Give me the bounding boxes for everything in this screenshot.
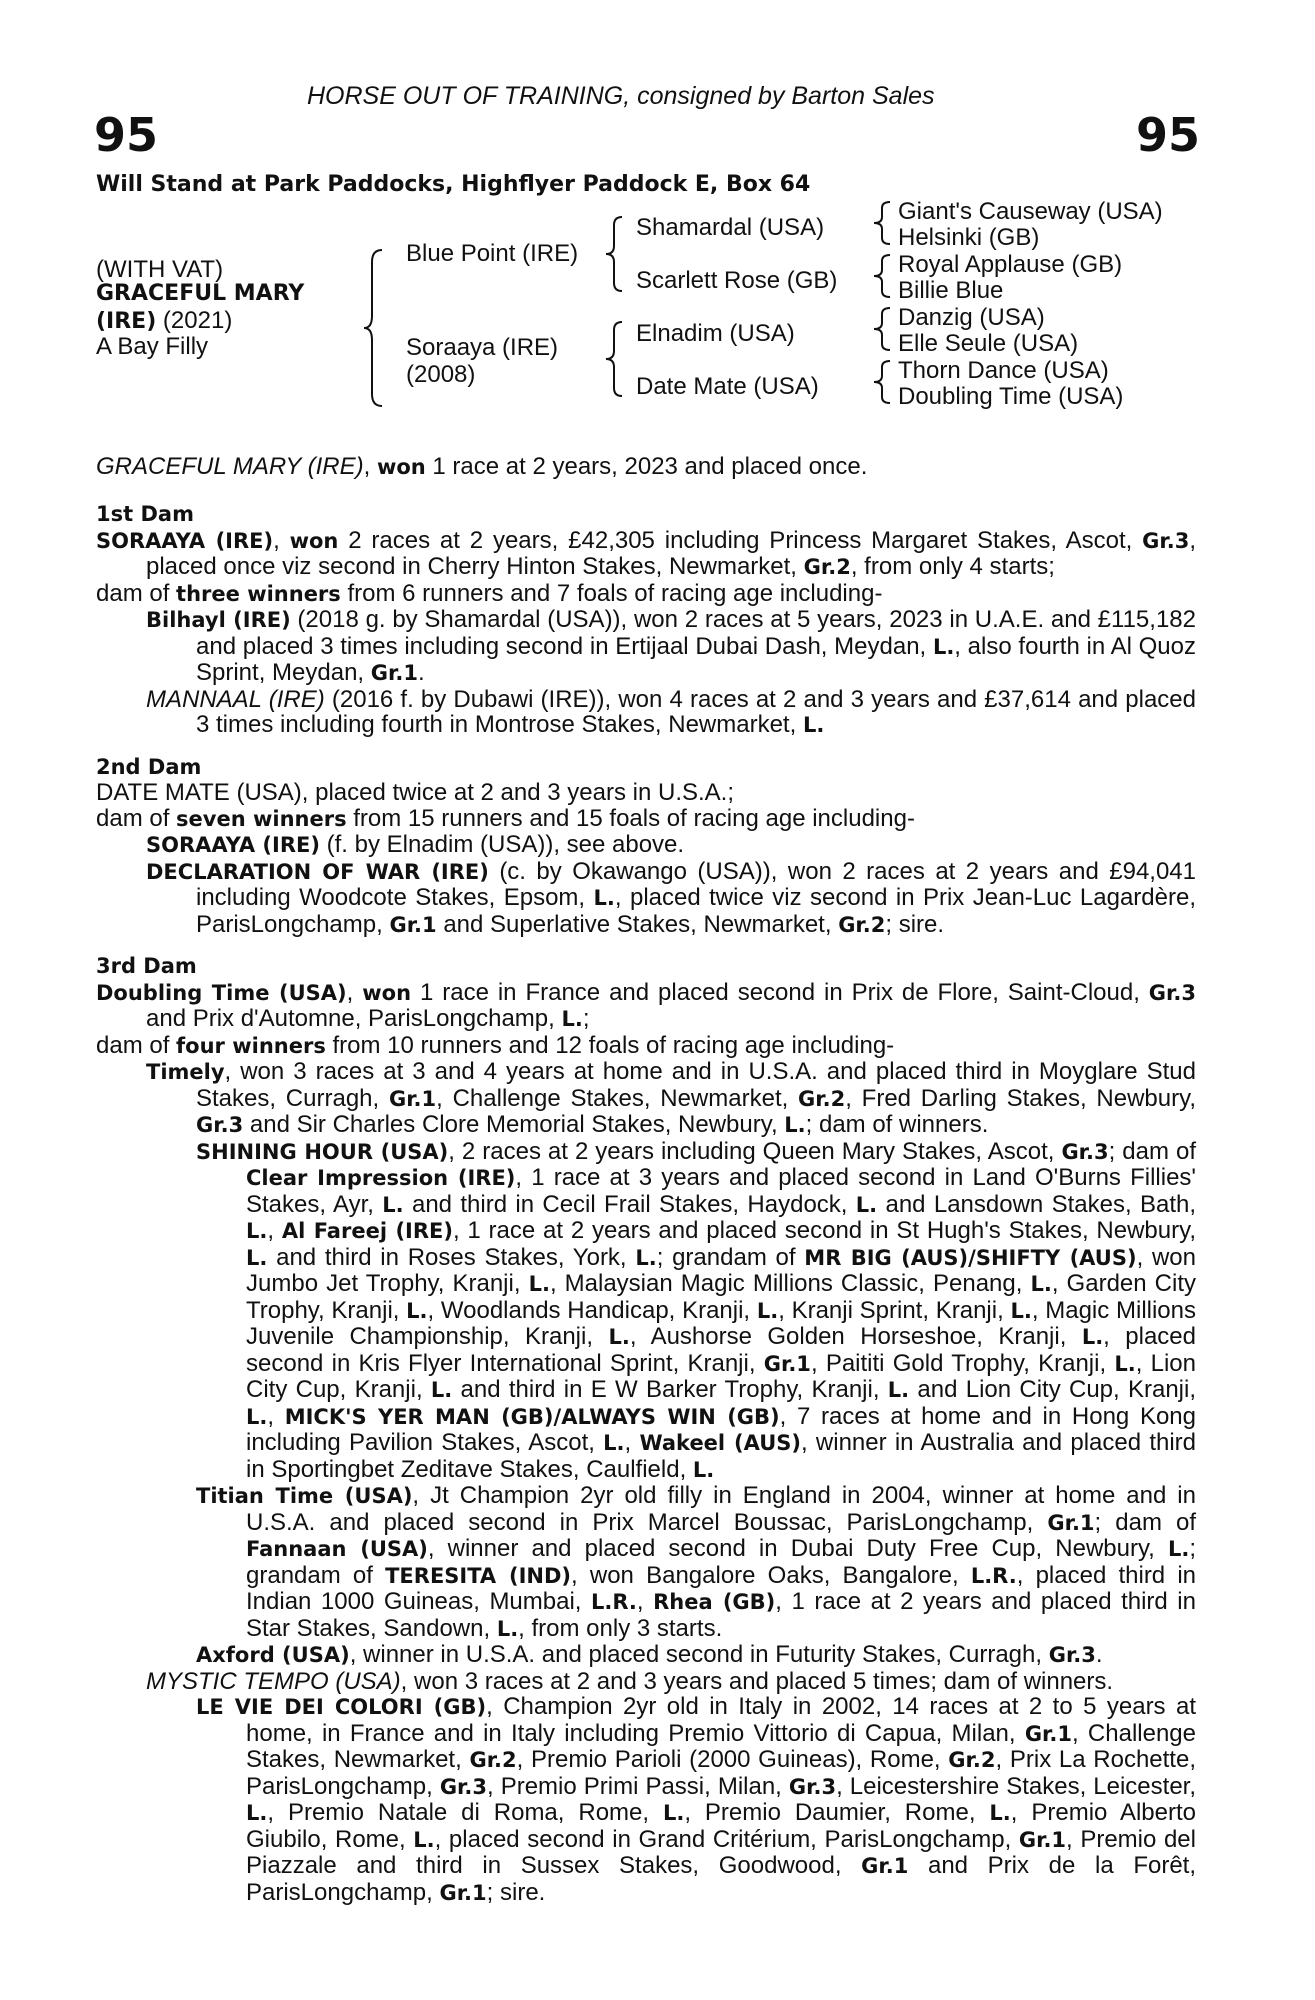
text-run: dam of [96,1031,177,1059]
bold-text-run: MR BIG (AUS)/SHIFTY (AUS) [804,1245,1137,1270]
bold-text-run: three winners [176,581,341,606]
second-dam-record [96,780,1196,806]
bold-text-run: Gr.1 [389,912,437,937]
bold-text-run: Gr.2 [948,1748,996,1772]
lot-number-right: 95 [1136,108,1201,162]
text-run: , Premio del Piazzale and third in Sussex Stakes, Goodwood, [246,1825,1196,1879]
bold-text-run: Gr.1 [439,1880,487,1905]
text-run: , 2 races at 2 years including Queen Mary Stakes, Ascot, [448,1137,1062,1165]
text-run: , Kranji Sprint, Kranji, [778,1296,1011,1324]
bold-text-run: Al Fareej (IRE) [281,1219,453,1243]
text-run: (f. by Elnadim (USA)), see above. [319,831,685,858]
gg-3: Royal Applause (GB) [898,251,1123,278]
text-run: , Leicestershire Stakes, Leicester, [836,1772,1196,1800]
text-run: , Jt Champion 2yr old filly in England in 2004, winner at home and in U.S.A. and placed second in Prix Marcel Boussac, ParisLongchamp, [246,1482,1196,1536]
text-run: (c. by Okawango (USA)), won 2 races at 2 years and £94,041 including Woodcote Stakes, Epsom, [196,857,1196,911]
text-run: , Paititi Gold Trophy, Kranji, [810,1349,1115,1377]
text-run: , placed once viz second in Cherry Hinton Stakes, Newmarket, [146,526,1196,580]
text-run: ; sire. [885,910,945,938]
italic-text-run: MYSTIC TEMPO (USA) [146,1667,401,1695]
first-dam-foal-1 [96,607,1196,687]
bold-text-run: Gr.3 [1142,528,1190,553]
bold-text-run: Axford (USA) [196,1643,350,1667]
pedigree-notes [96,454,1196,1906]
bold-text-run: L. [692,1457,715,1482]
text-run: , won Bangalore Oaks, Bangalore, [571,1561,971,1589]
text-run: dam of [96,804,177,832]
gg-1: Giant's Causeway (USA) [898,198,1163,225]
brace-g1 [870,200,894,246]
bold-text-run: L. [382,1192,404,1217]
text-run: , from only 4 starts; [850,553,1055,580]
bold-text-run: L. [1010,1298,1032,1323]
text-run: , placed third in Indian 1000 Guineas, Mumbai, [246,1561,1197,1615]
bold-text-run: L. [608,1325,630,1349]
timely-foal-axford [96,1642,1196,1669]
text-run: , placed twice viz second in Prix Jean-Luc Lagardère, ParisLongchamp, [196,884,1196,938]
page-header-title: HORSE OUT OF TRAINING, consigned by Barton Sales [307,82,935,110]
first-dam-heading: 1st Dam [96,502,194,526]
dam-sire: Elnadim (USA) [636,320,795,347]
second-dam-produce [96,806,1196,833]
bold-text-run: L. [784,1113,806,1137]
bold-text-run: Gr.1 [388,1086,437,1111]
horse-description: A Bay Filly [96,333,209,360]
text-run: from 10 runners and 12 foals of racing age including- [325,1031,895,1059]
text-run: , [636,1588,654,1615]
text-run: 2 races at 2 years, £42,305 including Princess Margaret Stakes, Ascot, [338,526,1143,554]
text-run: , 1 race at 2 years and placed second in St Hugh's Stakes, Newbury, [452,1217,1196,1244]
dam-year: (2008) [406,361,476,388]
bold-text-run: L. [603,1431,625,1455]
bold-text-run: SHINING HOUR (USA) [196,1139,449,1164]
bold-text-run: L. [802,713,825,737]
text-run: , [624,1429,640,1456]
text-run: , [267,1217,282,1244]
text-run: DATE MATE (USA), placed twice at 2 and 3 years in U.S.A.; [96,779,735,806]
text-run: , Challenge Stakes, Newmarket, [246,1719,1197,1773]
bold-text-run: L. [756,1298,779,1323]
bold-text-run: won [362,980,412,1005]
bold-text-run: L.R. [970,1563,1017,1588]
italic-text-run: MANNAAL (IRE) [146,685,325,713]
bold-text-run: L. [406,1298,428,1323]
text-run: , Premio Alberto Giubilo, Rome, [246,1799,1196,1853]
timely-foal-titian-time [96,1483,1196,1642]
bold-text-run: Gr.3 [1048,1643,1096,1667]
bold-text-run: L.R. [591,1590,637,1614]
bold-text-run: L. [932,634,955,659]
summary-rest: 1 race at 2 years, 2023 and placed once. [425,453,868,480]
bold-text-run: L. [496,1616,519,1641]
bold-text-run: Gr.3 [439,1774,488,1799]
text-run: and third in E W Barker Trophy, Kranji, [452,1376,888,1403]
bold-text-run: Gr.1 [1018,1827,1067,1852]
bold-text-run: L. [1167,1537,1190,1561]
bold-text-run: Fannaan (USA) [246,1537,428,1561]
bold-text-run: won [289,528,339,553]
stand-location: Will Stand at Park Paddocks, Highflyer Paddock E, Box 64 [96,172,811,197]
brace-gen1 [362,248,386,408]
text-run: dam of [96,579,177,607]
bold-text-run: Wakeel (AUS) [639,1431,801,1455]
summary-won: won [376,455,426,479]
text-run: , Premio Daumier, Rome, [684,1799,990,1826]
brace-g2 [870,253,894,299]
text-run: , Lion City Cup, Kranji, [246,1349,1196,1403]
bold-text-run: Gr.3 [1148,980,1196,1005]
text-run: and Superlative Stakes, Newmarket, [436,910,839,938]
gg-8: Doubling Time (USA) [898,383,1124,410]
text-run: ; [582,1005,590,1032]
text-run: , Malaysian Magic Millions Classic, Penang, [549,1270,1031,1297]
text-run: ; dam of [1094,1508,1196,1536]
bold-text-run: four winners [176,1033,326,1058]
text-run: and Prix de la Forêt, ParisLongchamp, [246,1852,1196,1906]
bold-text-run: Gr.2 [803,555,851,579]
horse-summary [96,454,1196,480]
text-run: from 15 runners and 15 foals of racing age including- [346,804,915,832]
bold-text-run: Gr.3 [788,1774,837,1799]
bold-text-run: L. [246,1801,268,1825]
text-run: , [267,1402,285,1430]
text-run: , from only 3 starts. [518,1614,723,1642]
text-run: and Lion City Cup, Kranji, [909,1376,1196,1403]
sire: Blue Point (IRE) [406,240,579,267]
bold-text-run: LE VIE DEI COLORI (GB) [196,1695,487,1719]
third-dam-foal-mystic-tempo [96,1669,1196,1695]
horse-country-year [96,307,232,335]
bold-text-run: L. [593,886,615,910]
bold-text-run: L. [430,1378,453,1402]
first-dam-produce [96,581,1196,608]
brace-dam [602,320,626,398]
gg-5: Danzig (USA) [898,304,1045,331]
gg-4: Billie Blue [898,277,1004,304]
dam-dam: Date Mate (USA) [636,373,819,400]
first-dam-foal-2 [96,687,1196,739]
bold-text-run: Timely [146,1060,225,1084]
text-run: , Premio Natale di Roma, Rome, [267,1799,663,1826]
bold-text-run: Gr.1 [1047,1510,1095,1535]
bold-text-run: L. [561,1007,583,1031]
gg-6: Elle Seule (USA) [898,330,1079,357]
text-run: , winner in U.S.A. and placed second in Futurity Stakes, Curragh, [349,1641,1049,1668]
third-dam-record [96,980,1196,1033]
text-run: ; sire. [486,1878,546,1906]
text-run: and third in Roses Stakes, York, [267,1243,636,1271]
text-run: (2018 g. by Shamardal (USA)), won 2 races at 5 years, 2023 in U.A.E. and £115,182 and placed 3 times including second in Ertijaal Dubai Dash, Meydan, [196,606,1196,660]
bold-text-run: L. [528,1272,550,1296]
bold-text-run: Gr.3 [196,1113,244,1137]
text-run: , Fred Darling Stakes, Newbury, [845,1084,1196,1112]
bold-text-run: L. [855,1192,878,1217]
text-run: ; dam of winners. [805,1111,989,1138]
text-run: , won Jumbo Jet Trophy, Kranji, [246,1243,1196,1297]
text-run: , Prix La Rochette, ParisLongchamp, [246,1746,1196,1800]
bold-text-run: Clear Impression (IRE) [246,1166,516,1190]
text-run: , 1 race at 3 years and placed second in Land O'Burns Fillies' Stakes, Ayr, [246,1164,1196,1218]
text-run: , [273,526,290,554]
text-run: . [417,659,425,686]
bold-text-run: Gr.3 [1061,1139,1109,1164]
third-dam-heading: 3rd Dam [96,954,197,978]
bold-text-run: L. [1030,1272,1052,1296]
gg-2: Helsinki (GB) [898,224,1040,251]
text-run: , winner and placed second in Dubai Duty Free Cup, Newbury, [427,1535,1168,1562]
bold-text-run: Gr.2 [469,1748,517,1772]
text-run: ; dam of [1108,1137,1196,1165]
brace-g3 [870,306,894,352]
text-run: , Challenge Stakes, Newmarket, [436,1084,799,1112]
horse-country: (IRE) [96,309,157,334]
bold-text-run: SORAAYA (IRE) [146,833,320,857]
text-run: 1 race in France and placed second in Prix de Flore, Saint-Cloud, [411,978,1149,1006]
summary-horse-name: GRACEFUL MARY (IRE) [96,453,364,480]
second-dam-heading: 2nd Dam [96,754,202,779]
bold-text-run: L. [989,1801,1011,1825]
bold-text-run: L. [887,1378,910,1402]
bold-text-run: Doubling Time (USA) [96,980,347,1005]
bold-text-run: Gr.2 [798,1086,846,1111]
text-run: , [346,978,363,1006]
horse-year: (2021) [156,307,233,334]
vat-note: (WITH VAT) [96,256,224,283]
horse-name: GRACEFUL MARY [96,281,305,306]
bold-text-run: Gr.2 [838,912,886,937]
bold-text-run: L. [246,1245,268,1270]
bold-text-run: DECLARATION OF WAR (IRE) [146,859,489,884]
bold-text-run: MICK'S YER MAN (GB)/ALWAYS WIN (GB) [284,1404,780,1429]
text-run: , Champion 2yr old in Italy in 2002, 14 races at 2 to 5 years at home, in France and in Italy including Premio Vittorio di Capua, Milan, [246,1693,1196,1747]
text-run: , 7 races at home and in Hong Kong including Pavilion Stakes, Ascot, [246,1402,1196,1456]
text-run: ; grandam of [656,1243,805,1271]
text-run: and Lansdown Stakes, Bath, [877,1190,1197,1218]
bold-text-run: Gr.1 [763,1351,811,1376]
timely-foal-shining-hour [96,1139,1196,1484]
text-run: . [1095,1641,1103,1668]
text-run: , won 3 races at 3 and 4 years at home and in U.S.A. and placed third in Moyglare Stud Stakes, Curragh, [196,1058,1196,1112]
lot-number-left: 95 [94,108,159,162]
text-run: , Premio Primi Passi, Milan, [487,1772,789,1800]
brace-g4 [870,359,894,405]
bold-text-run: L. [1081,1325,1104,1349]
text-run: from 6 runners and 7 foals of racing age including- [340,579,883,607]
first-dam-record [96,528,1196,581]
bold-text-run: Titian Time (USA) [196,1484,413,1508]
text-run: (2016 f. by Dubawi (IRE)), won 4 races at 2 and 3 years and £37,614 and placed 3 times including fourth in Montrose Stakes, Newmarket, [196,685,1196,738]
second-dam-foal-2 [96,859,1196,939]
text-run: ; grandam of [246,1535,1196,1589]
brace-sire [602,215,626,293]
bold-text-run: L. [1114,1351,1136,1376]
summary-sep: , [363,453,377,480]
bold-text-run: Bilhayl (IRE) [146,608,291,632]
text-run: , Magic Millions Juvenile Championship, Kranji, [246,1296,1197,1350]
dam: Soraaya (IRE) [406,334,559,361]
text-run: , Woodlands Handicap, Kranji, [427,1296,757,1324]
bold-text-run: SORAAYA (IRE) [96,528,274,553]
bold-text-run: Gr.1 [1024,1721,1073,1746]
mystic-tempo-foal-le-vie-dei-colori [96,1694,1196,1906]
bold-text-run: L. [635,1245,657,1270]
text-run: , Garden City Trophy, Kranji, [246,1270,1196,1324]
bold-text-run: Rhea (GB) [653,1590,776,1614]
text-run: , placed second in Grand Critérium, ParisLongchamp, [434,1825,1019,1853]
gg-7: Thorn Dance (USA) [898,357,1109,384]
bold-text-run: L. [662,1801,685,1825]
text-run: , Aushorse Golden Horseshoe, Kranji, [629,1323,1082,1350]
bold-text-run: L. [246,1219,268,1243]
bold-text-run: seven winners [176,806,347,831]
third-dam-foal-timely [96,1059,1196,1139]
bold-text-run: Gr.1 [370,661,418,685]
text-run: , 1 race at 2 years and placed third in Star Stakes, Sandown, [246,1588,1196,1642]
bold-text-run: L. [413,1827,435,1852]
third-dam-produce [96,1033,1196,1060]
bold-text-run: Gr.1 [861,1854,909,1878]
sire-dam: Scarlett Rose (GB) [636,267,838,294]
text-run: and Prix d'Automne, ParisLongchamp, [146,1005,562,1032]
text-run: and third in Cecil Frail Stakes, Haydock, [403,1190,856,1218]
text-run: , winner in Australia and placed third in Sportingbet Zeditave Stakes, Caulfield, [246,1429,1197,1483]
text-run: , won 3 races at 2 and 3 years and placed 5 times; dam of winners. [400,1667,1114,1695]
text-run: , Premio Parioli (2000 Guineas), Rome, [516,1746,949,1773]
text-run: , also fourth in Al Quoz Sprint, Meydan, [196,632,1196,686]
sire-sire: Shamardal (USA) [636,214,825,241]
text-run: and Sir Charles Clore Memorial Stakes, Newbury, [243,1111,785,1138]
text-run: , placed second in Kris Flyer International Sprint, Kranji, [246,1323,1196,1377]
bold-text-run: L. [246,1404,268,1429]
bold-text-run: TERESITA (IND) [385,1563,572,1588]
second-dam-foal-1 [96,832,1196,859]
